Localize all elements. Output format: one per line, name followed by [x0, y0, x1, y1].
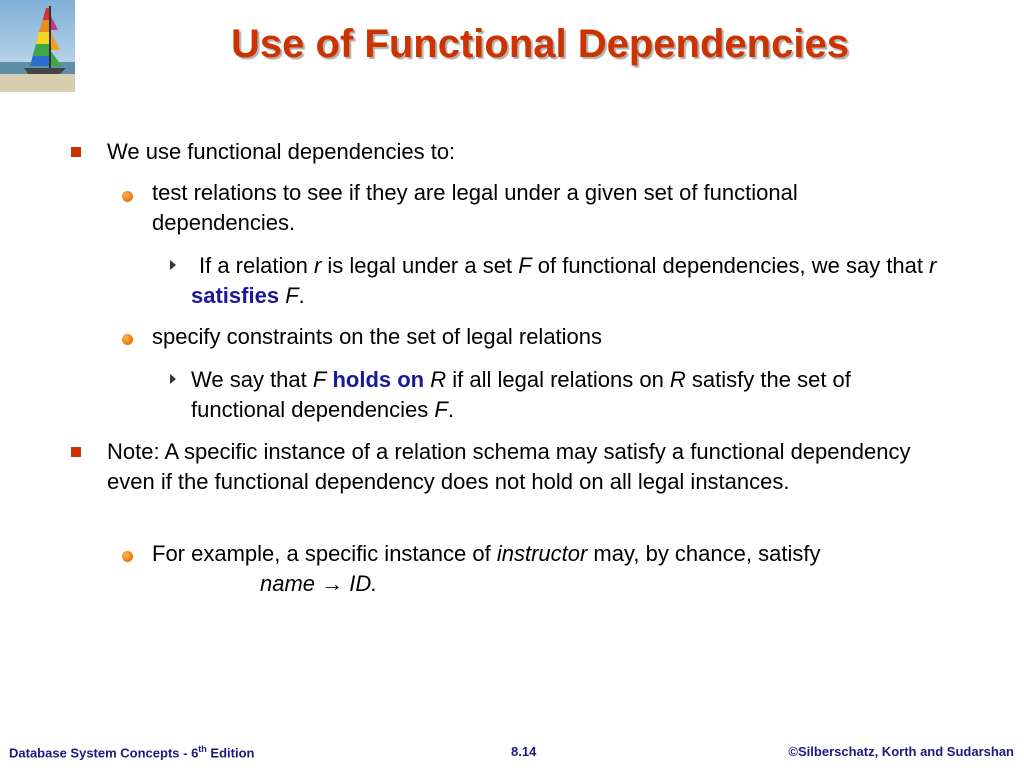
dot-bullet-icon [122, 551, 133, 562]
footer-copyright: ©Silberschatz, Korth and Sudarshan [788, 744, 1014, 759]
square-bullet-icon [71, 147, 81, 157]
slide-title: Use of Functional Dependencies [231, 22, 849, 66]
example-fd: name → ID. [260, 571, 378, 596]
bullet-2: Note: A specific instance of a relation schema may satisfy a functional dependency even if the functional dependency does not hold on all legal instances. [107, 439, 911, 494]
triangle-bullet-icon [170, 260, 176, 270]
bullet-1-1-1: If a relation r is legal under a set F of functional dependencies, we say that r satisfies F. [191, 253, 937, 308]
bullet-2-1: For example, a specific instance of instructor may, by chance, satisfy [152, 541, 821, 566]
dot-bullet-icon [122, 334, 133, 345]
dot-bullet-icon [122, 191, 133, 202]
bullet-1-2: specify constraints on the set of legal relations [152, 324, 603, 349]
arrow-icon: → [321, 571, 344, 596]
bullet-1-1: test relations to see if they are legal under a given set of functional dependencies. [152, 180, 798, 235]
keyword-holds-on: holds on [332, 367, 425, 392]
bullet-1: We use functional dependencies to: [107, 139, 456, 164]
triangle-bullet-icon [170, 374, 176, 384]
footer-book-title: Database System Concepts - 6th Edition [9, 744, 255, 761]
square-bullet-icon [71, 447, 81, 457]
keyword-satisfies: satisfies [191, 283, 280, 308]
bullet-1-2-1: We say that F holds on R if all legal relations on R satisfy the set of functional dependencies F. [191, 367, 851, 422]
footer-page-number: 8.14 [511, 744, 537, 759]
